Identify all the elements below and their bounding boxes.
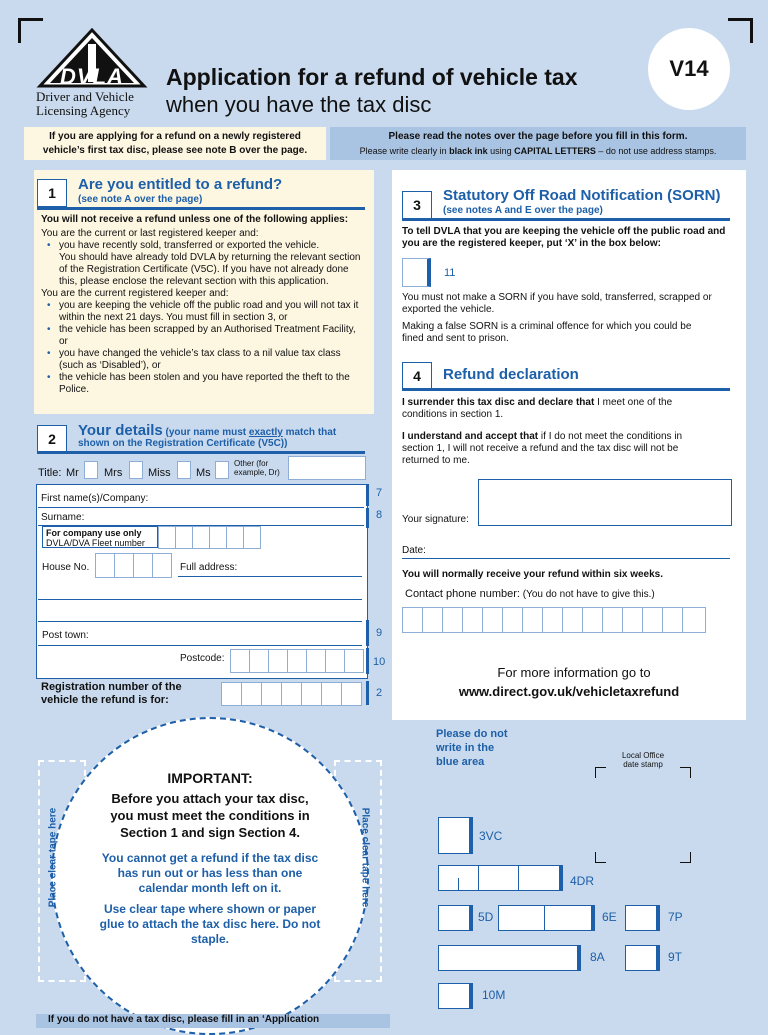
office-code-8a: 8A [590,950,605,964]
office-code-7p: 7P [668,910,683,924]
registration-cell[interactable] [261,682,282,706]
office-code-box-4dr [438,865,563,891]
form-title: Application for a refund of vehicle tax [166,64,578,90]
section2-rule [37,451,365,454]
section4-declaration2 [402,431,702,467]
office-use-warning [436,727,508,769]
office-code-box-9t [625,945,660,971]
fleet-number-cell[interactable] [192,526,210,549]
crop-mark-top-right [728,18,753,43]
section3-rule [402,218,730,221]
tape-label-left: Place clear tape here [47,807,59,908]
date-stamp-line2: date stamp [623,760,663,769]
notice-right-text-c: using [487,146,515,156]
office-code-3vc: 3VC [479,829,503,843]
fleet-number-cell[interactable] [209,526,227,549]
title-mrs-label: Mrs [104,467,123,479]
section1-bullet [59,240,367,288]
logo-text: DVLA [60,64,124,89]
first-name-label: First name(s)/Company: [41,493,149,504]
stamp-corner-br [680,852,691,863]
postcode-cell[interactable] [268,649,288,673]
phone-cell[interactable] [462,607,483,633]
title-mr-label: Mr [66,467,79,479]
section1-note: (see note A over the page) [78,194,203,205]
date-stamp-label [598,751,688,769]
signature-label: Your signature: [402,514,469,525]
registration-label [41,681,182,707]
section1-bullet: • the vehicle has been scrapped by an Authorised Treatment Facility, or [59,324,367,348]
notice-left-line1: If you are applying for a refund on a newly registered [49,131,301,142]
section1-intro: You will not receive a refund unless one of the following applies: [41,214,349,225]
field-marker-bar [366,620,369,646]
important-para2: You cannot get a refund if the tax disc has run out or has less than one calendar month left on it. [101,851,319,895]
stamp-corner-tr [680,767,691,778]
form-subtitle: when you have the tax disc [166,92,432,117]
office-code-6e: 6E [602,910,617,924]
phone-cell[interactable] [402,607,423,633]
house-number-cell[interactable] [114,553,134,578]
phone-cell[interactable] [642,607,663,633]
postcode-cell[interactable] [325,649,345,673]
office-warning-line1: Please do not [436,728,508,740]
title-miss-checkbox[interactable] [177,461,191,479]
registration-cell[interactable] [321,682,342,706]
field-number-9: 9 [376,627,383,639]
form-code: V14 [669,56,709,81]
notice-right-line1: Please read the notes over the page before you fill in this form. [388,131,688,142]
code-divider [544,905,545,930]
registration-label-line1: Registration number of the [41,681,182,693]
title-other-field[interactable] [288,456,366,480]
section1-bullet: • the vehicle has been stolen and you have reported the theft to the Police. [59,372,367,396]
registration-cell[interactable] [241,682,262,706]
tape-label-right: Place clear tape here [359,807,371,908]
important-para3: Use clear tape where shown or paper glue to attach the tax disc here. Do not staple. [99,902,321,946]
office-code-box-3vc [438,817,473,854]
house-number-cell[interactable] [133,553,153,578]
phone-label: Contact phone number: [405,588,520,600]
phone-cell[interactable] [602,607,623,633]
footer-cut-text: If you do not have a tax disc, please fill in an ‘Application [48,1014,320,1025]
phone-cell[interactable] [522,607,543,633]
title-mrs-checkbox[interactable] [129,461,143,479]
field-marker-bar [366,484,369,506]
sorn-field-number: 11 [444,267,456,279]
footer-strip [36,1014,390,1028]
declaration1-rest: I meet one of the conditions in section 1. [402,397,673,420]
section1-para1: You are the current or last registered keeper and: [41,228,259,239]
section2-number: 2 [37,425,67,453]
phone-cell[interactable] [442,607,463,633]
house-number-cell[interactable] [152,553,172,578]
important-heading: IMPORTANT: [167,770,253,786]
field-marker-bar [366,681,369,705]
section1-bullet1: you have recently sold, transferred or exported the vehicle. [59,240,320,251]
postcode-cell[interactable] [287,649,307,673]
section2-note-c: match that [282,427,337,438]
section1-bullet: • you have changed the vehicle’s tax class to a nil value tax class (such as ‘Disabled’), or [59,348,367,372]
section2-note-b: exactly [248,427,283,438]
notice-right-text-d: CAPITAL LETTERS [514,146,596,156]
surname-label: Surname: [41,512,85,523]
postcode-cell[interactable] [344,649,364,673]
section3-title: Statutory Off Road Notification (SORN) [443,187,721,204]
fleet-number-cell[interactable] [158,526,176,549]
address-line-1[interactable] [178,576,362,577]
office-warning-line3: blue area [436,756,485,768]
section2-note-a: (your name must [162,427,249,438]
signature-field[interactable] [478,479,732,526]
section4-title: Refund declaration [443,366,579,383]
section1-bullet1-cont: You should have already told DVLA by returning the relevant section of the Registration Certificate (V5C). If you have not already done this, please enclose the relevant section with this application. [59,252,361,287]
notice-right-text-b: black ink [449,146,488,156]
registration-cell[interactable] [221,682,242,706]
section4-number: 4 [402,362,432,390]
fleet-label-box [42,526,158,548]
phone-cell[interactable] [422,607,443,633]
phone-cell[interactable] [502,607,523,633]
stamp-corner-bl [595,852,606,863]
title-ms-label: Ms [196,467,211,479]
phone-note: (You do not have to give this.) [519,589,655,600]
office-code-box-6e [498,905,595,931]
field-number-2: 2 [376,687,383,699]
section3-number: 3 [402,191,432,219]
title-other-label: Other (for example, Dr) [234,459,280,477]
phone-cell[interactable] [562,607,583,633]
registration-label-line2: vehicle the refund is for: [41,694,169,706]
office-code-4dr: 4DR [570,874,595,888]
postcode-cell[interactable] [306,649,326,673]
section1-body [41,214,367,396]
title-label: Title: [38,467,62,479]
declaration2-bold: I understand and accept that [402,431,539,442]
section1-para2: You are the current registered keeper and: [41,288,229,299]
title-mr-checkbox[interactable] [84,461,98,479]
important-para1: Before you attach your tax disc, you must meet the conditions in Section 1 and sign Section 4. [110,791,310,840]
notice-right-text-a: Please write clearly in [359,146,450,156]
office-code-box-5d [438,905,473,931]
agency-name-line1: Driver and Vehicle [36,89,134,104]
registration-cell[interactable] [301,682,322,706]
declaration2-rest: if I do not meet the conditions in section 1, I will not receive a refund and the tax disc will not be returned to me. [402,431,683,466]
date-stamp-line1: Local Office [621,751,665,760]
date-field[interactable] [402,558,730,559]
house-number-label: House No. [42,562,90,573]
important-notice [92,770,328,947]
form-code-badge [648,28,730,110]
office-code-box-8a [438,945,581,971]
code-divider [458,878,459,890]
section1-bullet: • you are keeping the vehicle off the public road and you will not tax it within the next 21 days. You must fill in section 3, or [59,300,367,324]
full-address-label: Full address: [180,562,238,573]
newly-registered-notice [24,127,326,160]
section3-intro: To tell DVLA that you are keeping the vehicle off the public road and you are the registered keeper, put ‘X’ in the box below: [402,226,726,249]
office-code-5d: 5D [478,910,494,924]
office-warning-line2: write in the [436,742,495,754]
fleet-number-cell[interactable] [243,526,261,549]
declaration1-bold: I surrender this tax disc and declare that [402,397,595,408]
notice-right-text-e: – do not use address stamps. [595,146,717,156]
post-town-field[interactable] [38,645,362,646]
postcode-label: Postcode: [180,653,225,664]
instructions-notice [330,127,746,160]
phone-cell[interactable] [582,607,603,633]
office-code-10m: 10M [482,988,506,1002]
postcode-cell[interactable] [230,649,250,673]
phone-label-row [405,588,655,600]
section4-rule [402,388,730,391]
section2-note-line2: shown on the Registration Certificate (V5C)) [78,438,288,449]
company-use-label: For company use only [46,528,142,538]
title-row [38,461,368,483]
code-divider [518,865,519,890]
fleet-number-cell[interactable] [175,526,193,549]
section1-number: 1 [37,179,67,207]
section4-declaration1 [402,397,702,421]
phone-cell[interactable] [542,607,563,633]
office-code-box-7p [625,905,660,931]
phone-cell[interactable] [662,607,683,633]
more-info-text: For more information go to [497,665,651,680]
address-line-3[interactable] [38,621,362,622]
phone-cell[interactable] [622,607,643,633]
postcode-cell[interactable] [249,649,269,673]
first-name-field[interactable] [38,507,364,508]
section3-note: (see notes A and E over the page) [443,205,603,216]
more-info-url[interactable]: www.direct.gov.uk/vehicletaxrefund [458,684,680,699]
field-number-8: 8 [376,509,383,521]
field-number-10: 10 [373,656,386,668]
house-number-cell[interactable] [95,553,115,578]
field-marker-bar [366,508,369,528]
section3-para1: You must not make a SORN if you have sold, transferred, scrapped or exported the vehicle. [402,292,712,315]
section1-title: Are you entitled to a refund? [78,176,283,193]
fleet-number-label: DVLA/DVA Fleet number [46,538,145,548]
title-ms-checkbox[interactable] [215,461,229,479]
field-number-7: 7 [376,487,383,499]
office-code-9t: 9T [668,950,683,964]
stamp-corner-tl [595,767,606,778]
agency-name-line2: Licensing Agency [36,103,131,118]
phone-cell[interactable] [482,607,503,633]
field-marker-bar [366,648,369,674]
section1-rule [37,207,365,210]
registration-cell[interactable] [281,682,302,706]
address-line-2[interactable] [38,599,362,600]
code-divider [478,865,479,890]
dvla-logo [36,28,148,90]
date-label: Date: [402,545,426,556]
title-miss-label: Miss [148,467,171,479]
notice-left-line2: vehicle’s first tax disc, please see note B over the page. [42,145,308,156]
phone-cell[interactable] [682,607,706,633]
section2-title: Your details [78,422,163,439]
six-weeks-notice: You will normally receive your refund within six weeks. [402,569,664,580]
section3-para2: Making a false SORN is a criminal offence for which you could be fined and sent to prison. [402,321,692,344]
registration-cell[interactable] [341,682,362,706]
post-town-label: Post town: [42,630,89,641]
fleet-number-cell[interactable] [226,526,244,549]
office-code-box-10m [438,983,473,1009]
sorn-checkbox[interactable] [402,258,431,287]
